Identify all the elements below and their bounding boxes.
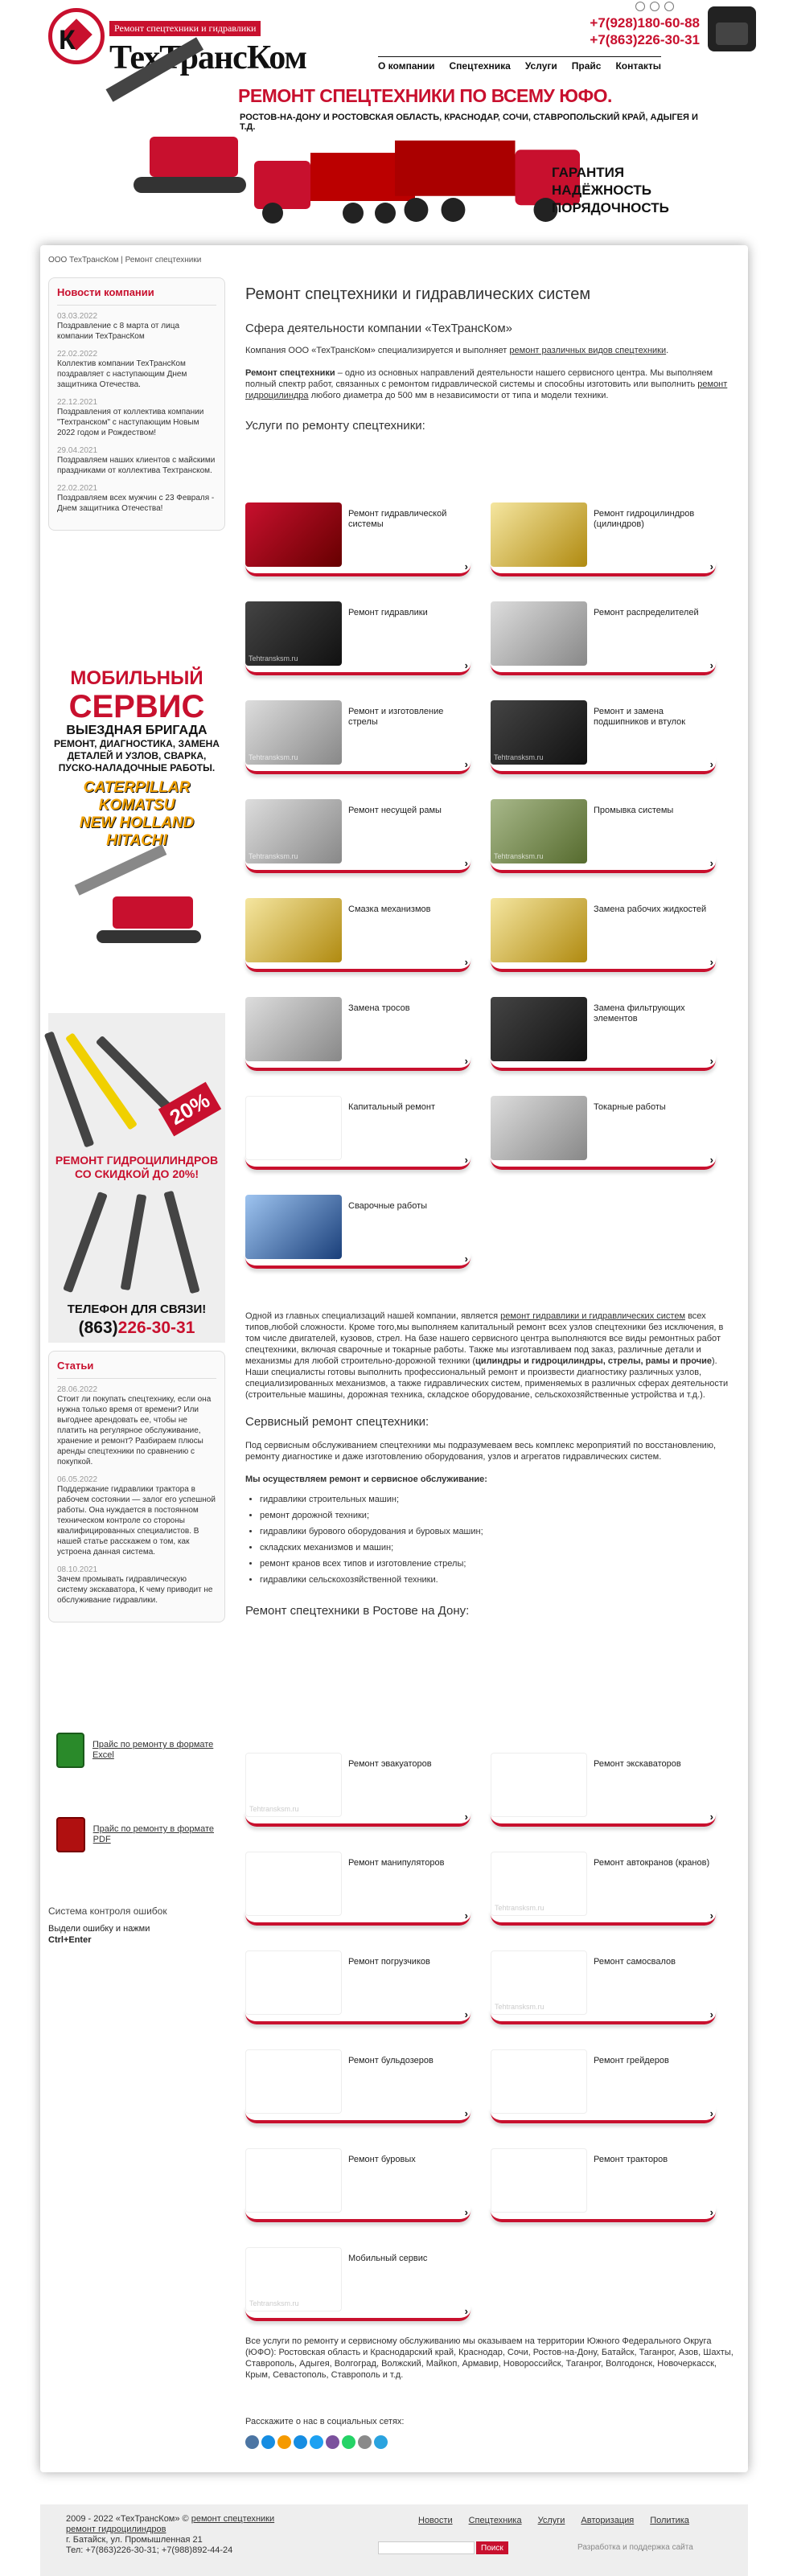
service-card[interactable]: Tehtransksm.ru Ремонт и изготовление стрелы ›: [245, 700, 475, 774]
mailru-icon[interactable]: [294, 2435, 307, 2449]
footer: [40, 2504, 748, 2576]
service-card[interactable]: Ремонт гидроцилиндров (цилиндров) ›: [491, 502, 720, 576]
error-control-text: Выдели ошибку и нажми: [48, 1924, 150, 1934]
error-control: [48, 1905, 225, 1946]
main-content: [245, 285, 738, 433]
header-banner: [93, 80, 705, 233]
news-box: [48, 277, 225, 531]
footer-nav-services[interactable]: Услуги: [537, 2516, 565, 2525]
social-buttons: [245, 2435, 738, 2449]
promo-line: ВЫЕЗДНАЯ БРИГАДА: [66, 724, 208, 737]
pdf-icon[interactable]: [56, 1817, 85, 1852]
service-card[interactable]: Сварочные работы ›: [245, 1195, 475, 1269]
link-cylinder-repair[interactable]: ремонт гидроцилиндра: [245, 379, 728, 400]
article-item[interactable]: 28.06.2022 Стоит ли покупать спецтехнику, если она нужна только время от времени? Или выгоднее арендовать ее, чтобы не платить на регулярное обслуживание, хранение и ремонт? Разбираем плюсы аренды спецтехники по сравнению с покупкой.: [57, 1385, 212, 1466]
nav-services[interactable]: Услуги: [524, 60, 557, 72]
rostov-card[interactable]: Ремонт погрузчиков ›: [245, 1950, 475, 2024]
list-item: • ремонт кранов всех типов и изготовление стрелы;: [260, 1556, 738, 1572]
price-excel-link[interactable]: Прайс по ремонту в формате Excel: [92, 1740, 214, 1760]
intro-paragraph: Компания ООО «ТехТрансКом» специализируется и выполняет ремонт различных видов спецтехники.: [245, 346, 669, 355]
service-card[interactable]: Tehtransksm.ru Ремонт гидравлики ›: [245, 601, 475, 675]
logo-tagline: Ремонт спецтехники и гидравлики: [109, 21, 261, 36]
search-input[interactable]: [378, 2541, 475, 2554]
list-item: • гидравлики строительных машин;: [260, 1491, 738, 1507]
rostov-card[interactable]: Ремонт манипуляторов ›: [245, 1852, 475, 1926]
excavator-image: [93, 80, 254, 193]
rostov-card[interactable]: Tehtransksm.ru Ремонт автокранов (кранов) ›: [491, 1852, 720, 1926]
error-control-keys: Ctrl+Enter: [48, 1935, 92, 1945]
slogan-reliability: НАДЁЖНОСТЬ: [552, 183, 651, 198]
footer-nav-login[interactable]: Авторизация: [581, 2516, 635, 2525]
list-item: • ремонт дорожной техники;: [260, 1507, 738, 1524]
excavator-illustration: [48, 856, 225, 953]
breadcrumb[interactable]: ООО ТехТрансКом | Ремонт спецтехники: [48, 256, 202, 265]
service-card[interactable]: Ремонт распределителей ›: [491, 601, 720, 675]
service-card[interactable]: Замена тросов ›: [245, 997, 475, 1071]
repair-paragraph: Ремонт спецтехники – одно из основных направлений деятельности нашего сервисного центра. Мы выполняем полный спектр работ, связанных с ремонтом гидравлической системы и способны изготовить или выполнить ремонт гидроцилиндра любого диаметра до 500 мм в независимости от типа и модели техники.: [245, 368, 728, 400]
services-heading: Услуги по ремонту спецтехники:: [245, 419, 425, 433]
footer-developer[interactable]: Разработка и поддержка сайта: [577, 2543, 693, 2552]
article-item[interactable]: 08.10.2021 Зачем промывать гидравлическую систему экскаватора, К чему приводит не обслуживание гидравлики.: [57, 1565, 213, 1605]
mail-icon[interactable]: [664, 2, 674, 11]
rostov-card[interactable]: Ремонт грейдеров ›: [491, 2049, 720, 2123]
vk-icon[interactable]: [245, 2435, 259, 2449]
link-hydraulics-repair[interactable]: ремонт гидравлики и гидравлических систем: [500, 1311, 686, 1321]
truck-image: [254, 137, 415, 225]
article-item[interactable]: 06.05.2022 Поддержание гидравлики трактора в рабочем состоянии — залог его успешной работы. Она нуждается в постоянном техническом контроле со стороны квалифицированных специалистов. В нашей статье расскажем о том, как устроена данная система.: [57, 1475, 216, 1557]
rostov-card[interactable]: Ремонт экскаваторов ›: [491, 1753, 720, 1827]
slogan-decency: ПОРЯДОЧНОСТЬ: [552, 200, 669, 215]
phone-2[interactable]: +7(863)226-30-31: [590, 32, 700, 47]
service-card[interactable]: Замена фильтрующих элементов ›: [491, 997, 720, 1071]
header: [0, 0, 789, 241]
list-item: • гидравлики бурового оборудования и буровых машин;: [260, 1524, 738, 1540]
mobile-service-banner[interactable]: [48, 667, 225, 989]
phone-1[interactable]: +7(928)180-60-88: [590, 15, 700, 31]
service-heading: Сервисный ремонт спецтехники:: [245, 1415, 429, 1429]
slogan-guarantee: ГАРАНТИЯ: [552, 165, 625, 180]
nav-price[interactable]: Прайс: [571, 60, 602, 72]
footer-search: [378, 2541, 508, 2554]
telephone-icon: [708, 6, 756, 51]
rostov-card[interactable]: Ремонт тракторов ›: [491, 2148, 720, 2222]
logo-name: ТехТрансКом: [109, 39, 306, 76]
social-label: Расскажите о нас в социальных сетях:: [245, 2417, 405, 2426]
viber-icon[interactable]: [326, 2435, 339, 2449]
rostov-card[interactable]: Tehtransksm.ru Ремонт самосвалов ›: [491, 1950, 720, 2024]
banner-title: РЕМОНТ СПЕЦТЕХНИКИ ПО ВСЕМУ ЮФО.: [238, 85, 612, 106]
header-icons: [635, 2, 674, 11]
price-pdf-link[interactable]: Прайс по ремонту в формате PDF: [92, 1824, 215, 1844]
list-item: • гидравлики сельскохозяйственной техники.: [260, 1572, 738, 1588]
service-card[interactable]: Tehtransksm.ru Ремонт и замена подшипников и втулок ›: [491, 700, 720, 774]
main-nav: [378, 56, 661, 72]
search-button[interactable]: Поиск: [476, 2541, 508, 2554]
footer-link-cylinders[interactable]: ремонт гидроцилиндров: [66, 2525, 166, 2534]
price-excel: [56, 1733, 217, 1768]
rostov-card[interactable]: Ремонт бульдозеров ›: [245, 2049, 475, 2123]
articles-box: [48, 1351, 225, 1631]
news-title[interactable]: Новости компании: [57, 286, 216, 306]
news-item[interactable]: 22.02.2021 Поздравляем всех мужчин с 23 Февраля - Днем защитника Отечества!: [57, 484, 215, 513]
promo-line: РЕМОНТ, ДИАГНОСТИКА, ЗАМЕНА ДЕТАЛЕЙ И УЗЛОВ, СВАРКА, ПУСКО-НАЛАДОЧНЫЕ РАБОТЫ.: [54, 738, 220, 773]
footer-address: г. Батайск, ул. Промышленная 21: [66, 2535, 203, 2545]
articles-title[interactable]: Статьи: [57, 1360, 216, 1379]
twitter-icon[interactable]: [310, 2435, 323, 2449]
specialization-paragraph: Одной из главных специализаций нашей компании, является ремонт гидравлики и гидравлических систем всех типов,любой сложности. Кроме того,мы выполняем капитальный ремонт всех узлов спецтехники без исключения, в том числе двигателей, кузовов, стрел. На базе нашего сервисного центра выполняются все виды ремонтных работ спецтехники, включая сварочные и токарные работы. Также мы изготавливаем под заказ, различные детали и механизмы для любой строительно-дорожной техники (цилиндры и гидроцилиндры, стрелы, рамы и прочие). Наши специалисты готовы выполнить профессиональный ремонт и произвести диагностику различных узлов, специализированных механизмов, а также гидравлических систем, применяемых в различных сферах деятельности (строительные машины, дорожная техника, складское оборудование, сельскохозяйственные устройства и т.д.).: [245, 1311, 729, 1400]
service-card[interactable]: Смазка механизмов ›: [245, 898, 475, 972]
list-item: • складских механизмов и машин;: [260, 1540, 738, 1556]
sitemap-icon[interactable]: [650, 2, 660, 11]
rostov-card[interactable]: Ремонт буровых ›: [245, 2148, 475, 2222]
nav-machinery[interactable]: Спецтехника: [449, 60, 511, 72]
home-icon[interactable]: [635, 2, 645, 11]
service-list: [245, 1491, 738, 1588]
service-card[interactable]: Замена рабочих жидкостей ›: [491, 898, 720, 972]
discount-text: РЕМОНТ ГИДРОЦИЛИНДРОВ СО СКИДКОЙ ДО 20%!: [55, 1154, 219, 1180]
excel-icon[interactable]: [56, 1733, 84, 1768]
news-item[interactable]: 22.12.2021 Поздравления от коллектива компании "Техтранском" с наступающим Новым 2022 годом и Рождеством!: [57, 398, 204, 437]
footer-nav-machinery[interactable]: Спецтехника: [468, 2516, 522, 2525]
promo-line: МОБИЛЬНЫЙ: [70, 667, 203, 689]
odnoklassniki-icon[interactable]: [277, 2435, 291, 2449]
header-phones: [579, 14, 700, 48]
facebook-icon[interactable]: [261, 2435, 275, 2449]
nav-contacts[interactable]: Контакты: [615, 60, 662, 72]
telegram-icon[interactable]: [374, 2435, 388, 2449]
discount-badge: 20%: [158, 1082, 221, 1137]
rostov-heading: Ремонт спецтехники в Ростове на Дону:: [245, 1604, 470, 1618]
about-heading: Сфера деятельности компании «ТехТрансКом»: [245, 322, 512, 335]
cylinder-discount-banner[interactable]: [48, 1013, 225, 1343]
service-paragraph: Под сервисным обслуживанием спецтехники мы подразумеваем весь комплекс мероприятий по восстановлению, ремонту диагностике и даже изготовлению оборудования, узлов и агрегатов гидравлических систем.: [245, 1441, 717, 1462]
service-card[interactable]: Tehtransksm.ru Промывка системы ›: [491, 799, 720, 873]
logo-mark: К: [48, 8, 105, 64]
price-pdf: [56, 1817, 217, 1852]
footer-copyright: 2009 - 2022 «ТехТрансКом» © ремонт спецтехники ремонт гидроцилиндров г. Батайск, ул. Промышленная 21 Тел: +7(863)226-30-31; +7(988)892-44-24: [66, 2514, 275, 2555]
page-title: Ремонт спецтехники и гидравлических систем: [245, 285, 591, 303]
skype-icon[interactable]: [358, 2435, 372, 2449]
news-item[interactable]: 22.02.2022 Коллектив компании ТехТрансКом поздравляет с наступающим Днем защитника Отечества.: [57, 350, 187, 389]
footer-nav: [418, 2516, 689, 2525]
footer-phones: Тел: +7(863)226-30-31; +7(988)892-44-24: [66, 2545, 233, 2555]
service-list-title: Мы осуществляем ремонт и сервисное обслуживание:: [245, 1475, 487, 1484]
nav-about[interactable]: О компании: [378, 60, 435, 72]
banner-subtitle: РОСТОВ-НА-ДОНУ И РОСТОВСКАЯ ОБЛАСТЬ, КРАСНОДАР, СОЧИ, СТАВРОПОЛЬСКИЙ КРАЙ, АДЫГЕЯ И Т.Д.: [240, 113, 698, 132]
sidebar: [48, 277, 225, 539]
banner-slogan: [552, 164, 669, 217]
service-card[interactable]: Капитальный ремонт ›: [245, 1096, 475, 1170]
service-card[interactable]: Tehtransksm.ru Ремонт несущей рамы ›: [245, 799, 475, 873]
footer-nav-policy[interactable]: Политика: [650, 2516, 689, 2525]
promo-line: СЕРВИС: [68, 689, 205, 724]
error-control-title: Система контроля ошибок: [48, 1905, 167, 1917]
call-number[interactable]: (863)226-30-31: [78, 1319, 195, 1337]
whatsapp-icon[interactable]: [342, 2435, 355, 2449]
service-card[interactable]: Ремонт гидравлической системы ›: [245, 502, 475, 576]
service-card[interactable]: Токарные работы ›: [491, 1096, 720, 1170]
rostov-card[interactable]: Tehtransksm.ru Мобильный сервис ›: [245, 2247, 475, 2321]
main-text-2: [245, 1311, 738, 1618]
footer-link-repair[interactable]: ремонт спецтехники: [191, 2514, 275, 2524]
main-text-3: [245, 2336, 738, 2449]
region-paragraph: Все услуги по ремонту и сервисному обслуживанию мы оказываем на территории Южного Федерального Округа (ЮФО): Ростовская область и Краснодарский край, Краснодар, Сочи, Ростов-на-Дону, Батайск, Таганрог, Азов, Шахты, Ставрополь, Адыгея, Волгоград, Волжский, Майкоп, Армавир, Новороссийск, Таганрог, Волгодонск, Новочеркасск, Крым, Севастополь, Ставрополь и т.д.: [245, 2336, 734, 2380]
call-label: ТЕЛЕФОН ДЛЯ СВЯЗИ!: [67, 1302, 207, 1316]
link-various-repair[interactable]: ремонт различных видов спецтехники: [509, 346, 667, 355]
footer-nav-news[interactable]: Новости: [418, 2516, 453, 2525]
news-item[interactable]: 03.03.2022 Поздравление с 8 марта от лица компании ТехТрансКом: [57, 312, 180, 341]
promo-brands: CATERPILLAR KOMATSU NEW HOLLAND HITACHI: [79, 779, 195, 849]
rostov-card[interactable]: Tehtransksm.ru Ремонт эвакуаторов ›: [245, 1753, 475, 1827]
news-item[interactable]: 29.04.2021 Поздравляем наших клиентов с майскими праздниками от коллектива Техтранском.: [57, 446, 216, 475]
